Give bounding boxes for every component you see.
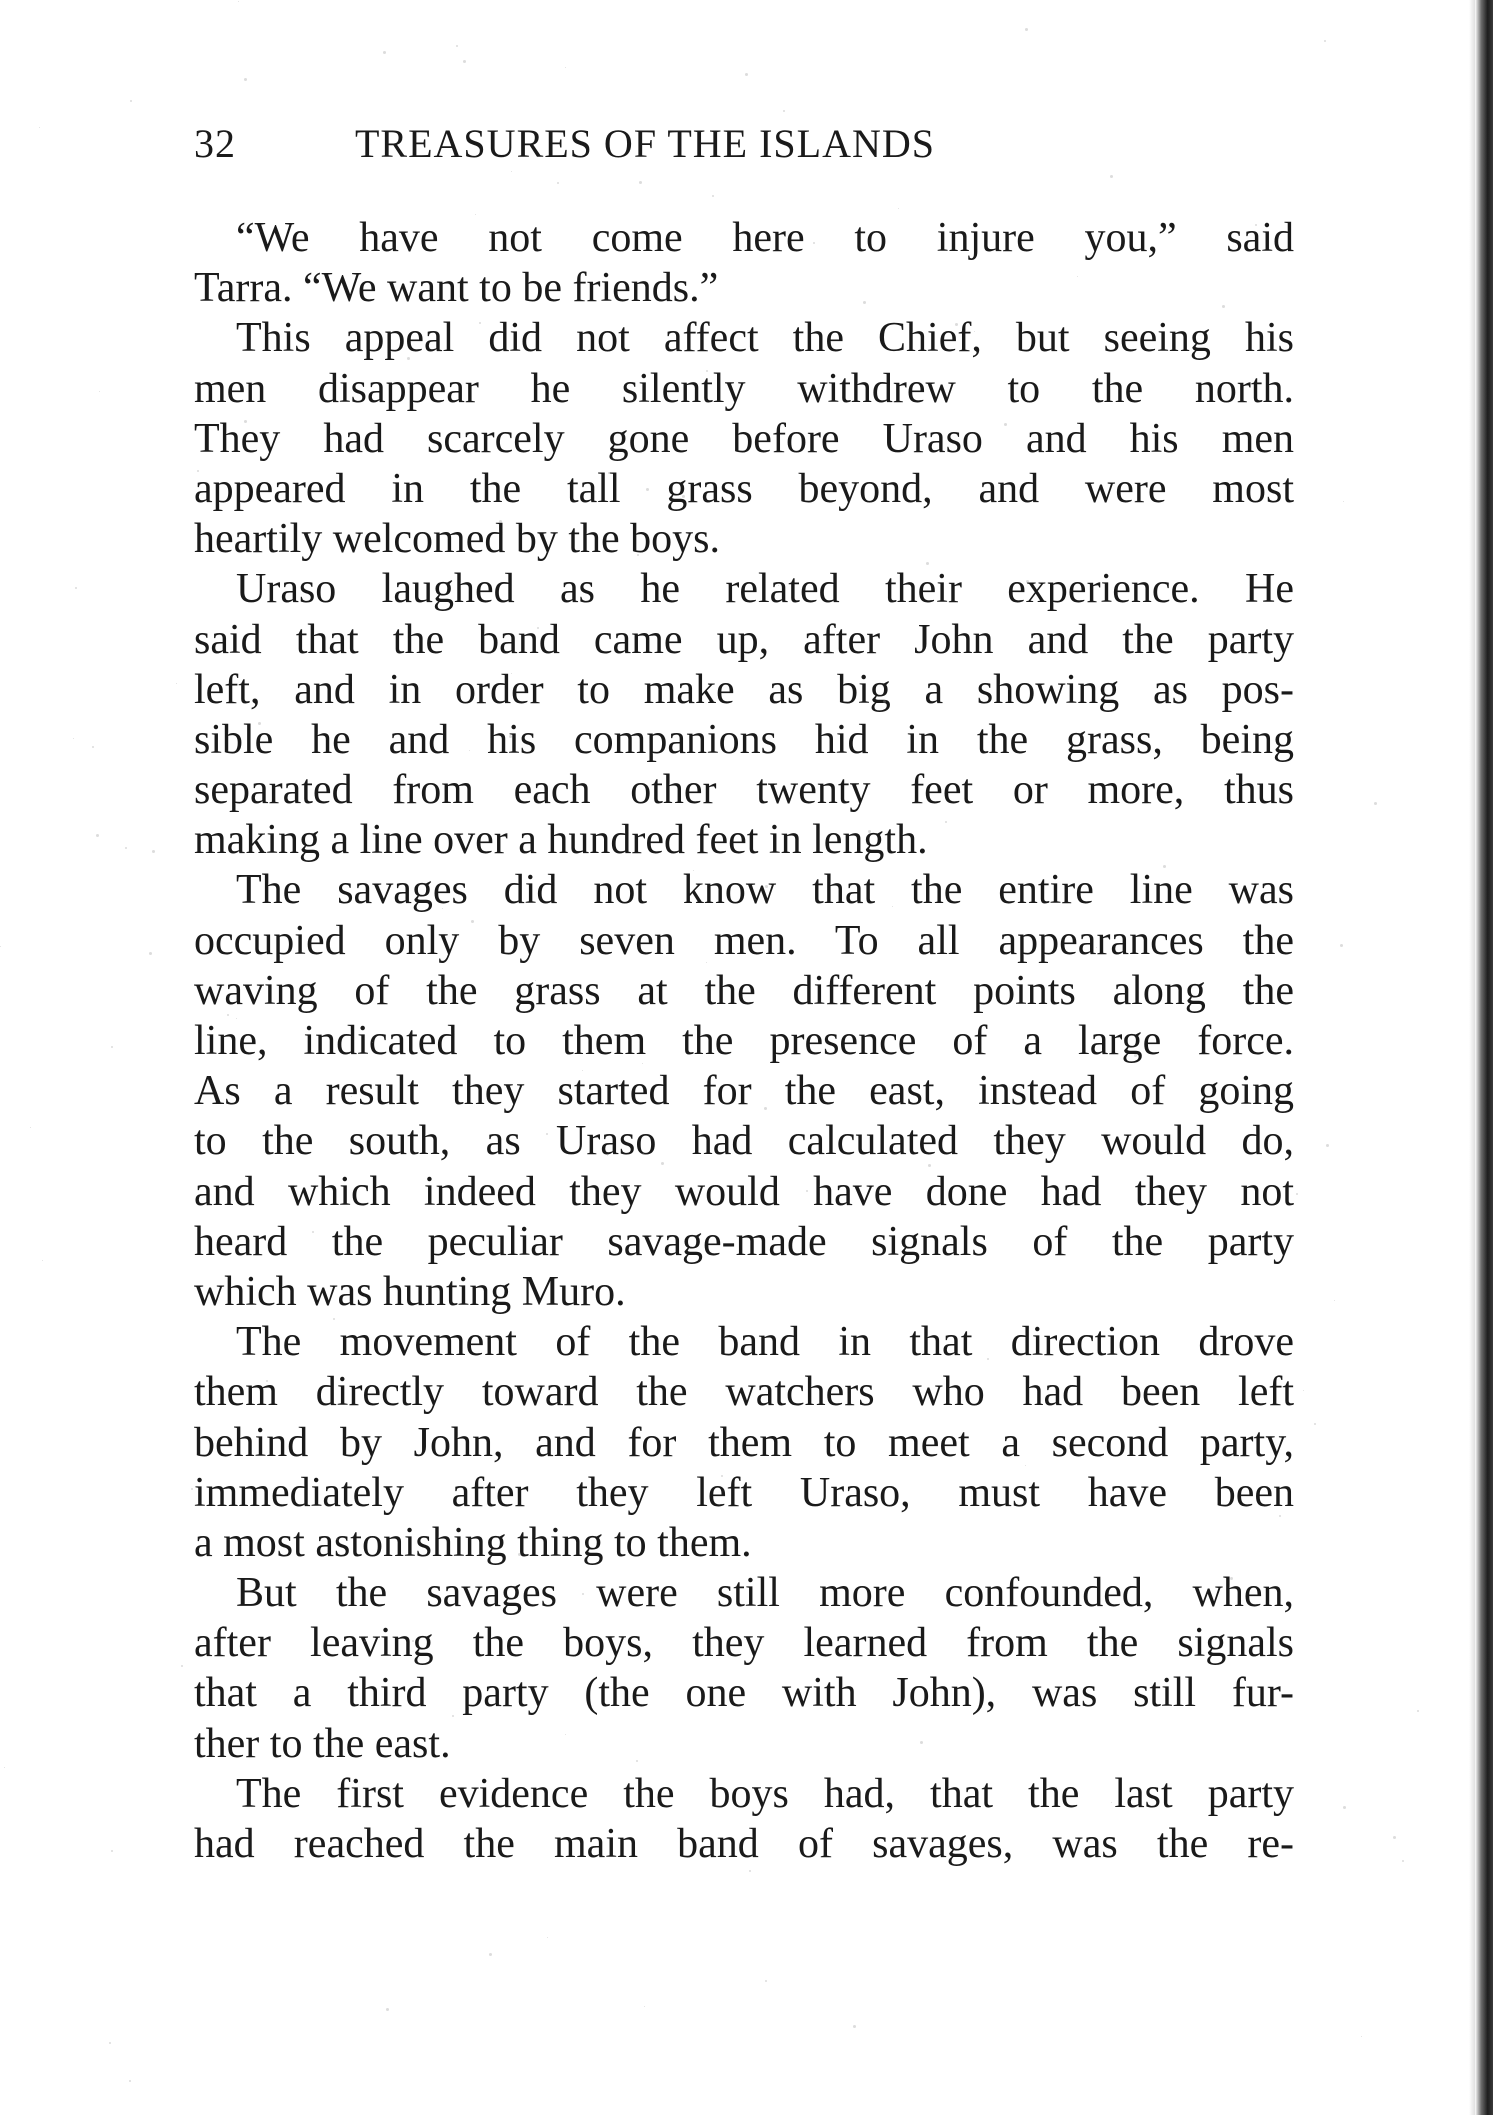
paper-speckle (412, 1640, 414, 1642)
paper-speckle (582, 1070, 583, 1071)
paper-speckle (1111, 1802, 1112, 1803)
paper-speckle (149, 952, 152, 955)
paper-speckle (1025, 28, 1028, 31)
paper-speckle (152, 850, 155, 853)
paper-speckle (582, 1593, 584, 1595)
paper-speckle (383, 51, 386, 54)
paper-speckle (928, 1164, 931, 1167)
paper-speckle (372, 1042, 373, 1043)
paper-speckle (547, 1937, 548, 1938)
text-line: occupied only by seven men. To all appearances the (194, 917, 1294, 964)
text-line: immediately after they left Uraso, must have been (194, 1469, 1294, 1516)
paper-speckle (96, 834, 99, 837)
paper-speckle (1255, 224, 1257, 226)
paper-speckle (1222, 305, 1225, 308)
text-line: and which indeed they would have done had they not (194, 1168, 1294, 1215)
paper-speckle (883, 700, 886, 703)
paper-speckle (778, 585, 779, 586)
paper-speckle (1374, 802, 1377, 805)
text-line: ther to the east. (194, 1720, 451, 1767)
paper-speckle (693, 870, 694, 871)
paper-speckle (130, 100, 132, 102)
paper-speckle (111, 1046, 113, 1048)
text-line: The movement of the band in that direction drove (236, 1319, 1294, 1366)
paper-speckle (955, 323, 958, 326)
paper-speckle (1134, 1054, 1137, 1057)
paper-speckle (1056, 1787, 1057, 1788)
paper-speckle (706, 370, 708, 372)
paper-speckle (1026, 580, 1029, 583)
paper-speckle (1340, 944, 1343, 947)
paragraph (194, 313, 1294, 564)
book-title: TREASURES OF THE ISLANDS (355, 121, 935, 166)
paragraph (194, 1317, 1294, 1568)
page-number: 32 (194, 121, 236, 166)
text-line: As a result they started for the east, instead of going (194, 1068, 1294, 1115)
paper-speckle (471, 920, 474, 923)
paper-speckle (945, 821, 947, 823)
paper-speckle (266, 1380, 268, 1382)
book-spine-edge (1475, 0, 1493, 2115)
paper-speckle (238, 1, 239, 2)
paper-speckle (336, 1538, 338, 1540)
paper-speckle (521, 1230, 522, 1231)
text-line: a most astonishing thing to them. (194, 1519, 752, 1566)
paper-speckle (125, 847, 127, 849)
paper-speckle (926, 562, 929, 565)
paper-speckle (1110, 175, 1113, 178)
text-line: heartily welcomed by the boys. (194, 516, 721, 563)
paper-speckle (868, 830, 871, 833)
paper-speckle (4, 1767, 5, 1768)
paper-speckle (863, 301, 866, 304)
paper-speckle (765, 1980, 767, 1982)
paper-speckle (511, 673, 512, 674)
paper-speckle (1334, 1300, 1335, 1301)
text-line: making a line over a hundred feet in length. (194, 817, 928, 864)
paper-speckle (0, 946, 1, 947)
paper-speckle (535, 980, 536, 981)
paper-speckle (1163, 865, 1166, 868)
paper-speckle (463, 60, 466, 63)
paper-speckle (509, 735, 512, 738)
paper-speckle (721, 1475, 723, 1477)
paper-speckle (176, 683, 177, 684)
paper-speckle (489, 1953, 492, 1956)
paper-speckle (1324, 40, 1326, 42)
paper-speckle (351, 1096, 352, 1097)
paper-speckle (1264, 1233, 1266, 1235)
text-line: separated from each other twenty feet or more, thus (194, 767, 1294, 814)
paper-speckle (258, 722, 261, 725)
paper-speckle (109, 2042, 111, 2044)
text-line: said that the band came up, after John and the party (194, 616, 1294, 663)
paper-speckle (1230, 1577, 1233, 1580)
paper-speckle (244, 78, 247, 81)
paper-speckle (682, 495, 685, 498)
paper-speckle (197, 470, 199, 472)
paper-speckle (1326, 1144, 1329, 1147)
paper-speckle (1004, 423, 1007, 426)
paper-speckle (745, 73, 748, 76)
text-line: heard the peculiar savage-made signals of the party (194, 1218, 1294, 1265)
paper-speckle (469, 750, 470, 751)
paper-speckle (1260, 482, 1262, 484)
paper-speckle (1361, 2036, 1362, 2037)
text-line: which was hunting Muro. (194, 1268, 626, 1315)
paper-speckle (706, 962, 707, 963)
paper-speckle (442, 908, 443, 909)
text-line: They had scarcely gone before Uraso and his men (194, 415, 1294, 462)
paper-speckle (1025, 1465, 1026, 1466)
paper-speckle (1343, 501, 1344, 502)
text-line: Tarra. “We want to be friends.” (194, 265, 719, 312)
paper-speckle (407, 357, 410, 360)
paragraph (194, 564, 1294, 865)
paper-speckle (646, 488, 649, 491)
running-head (194, 118, 1294, 170)
paper-speckle (557, 182, 559, 184)
text-line: Uraso laughed as he related their experience. He (236, 566, 1294, 613)
paper-speckle (456, 45, 458, 47)
paper-speckle (499, 520, 502, 523)
paper-speckle (712, 195, 714, 197)
paper-speckle (213, 691, 214, 692)
text-line: sible he and his companions hid in the grass, being (194, 716, 1294, 763)
paper-speckle (898, 208, 899, 209)
paper-speckle (1417, 1710, 1419, 1712)
paper-speckle (227, 1014, 229, 1016)
text-line: “We have not come here to injure you,” said (236, 215, 1294, 261)
paper-speckle (511, 171, 512, 172)
text-line: line, indicated to them the presence of a large force. (194, 1018, 1294, 1064)
paper-speckle (607, 1155, 608, 1156)
paper-speckle (1274, 1237, 1275, 1238)
paper-speckle (475, 214, 476, 215)
text-line: But the savages were still more confounded, when, (236, 1570, 1294, 1617)
paper-speckle (518, 1553, 521, 1556)
paper-speckle (129, 2080, 131, 2082)
paper-speckle (333, 1318, 335, 1320)
text-line: men disappear he silently withdrew to the north. (194, 365, 1294, 412)
paper-speckle (853, 2025, 856, 2028)
paper-speckle (764, 1107, 767, 1110)
text-line: This appeal did not affect the Chief, but seeing his (236, 315, 1294, 362)
paper-speckle (570, 1440, 571, 1441)
paper-speckle (305, 281, 306, 282)
paper-speckle (974, 331, 975, 332)
paper-speckle (749, 1870, 751, 1872)
paper-speckle (452, 1715, 454, 1717)
paper-speckle (783, 110, 785, 112)
text-line: to the south, as Uraso had calculated they would do, (194, 1118, 1294, 1165)
paper-speckle (42, 1260, 43, 1261)
paper-speckle (39, 127, 40, 128)
paper-speckle (111, 1850, 113, 1852)
text-line: waving of the grass at the different points along the (194, 967, 1294, 1014)
paper-speckle (1303, 1390, 1304, 1391)
paper-speckle (639, 181, 642, 184)
text-line: them directly toward the watchers who had been left (194, 1369, 1294, 1416)
paper-speckle (1343, 1806, 1346, 1809)
text-line: that a third party (the one with John), was still fur- (194, 1670, 1294, 1717)
paper-speckle (1279, 1515, 1281, 1517)
paper-speckle (1077, 276, 1078, 277)
paper-speckle (429, 1660, 430, 1661)
paper-speckle (546, 1133, 548, 1135)
text-line: The first evidence the boys had, that the last party (236, 1770, 1294, 1817)
paper-speckle (644, 2006, 645, 2007)
text-line: after leaving the boys, they learned from the signals (194, 1620, 1294, 1667)
paragraph (194, 1568, 1294, 1769)
paper-speckle (892, 906, 893, 907)
paper-speckle (1314, 1423, 1316, 1425)
paper-speckle (181, 1665, 183, 1667)
paragraph (194, 1769, 1294, 1869)
body-text (194, 213, 1294, 1869)
paper-speckle (565, 67, 566, 68)
paper-speckle (565, 1734, 566, 1735)
paragraph (194, 213, 1294, 313)
paper-speckle (806, 1190, 808, 1192)
paper-speckle (765, 885, 768, 888)
paper-speckle (537, 627, 539, 629)
text-line: behind by John, and for them to meet a second party, (194, 1419, 1294, 1466)
paper-speckle (1393, 1836, 1396, 1839)
paper-speckle (920, 1741, 923, 1744)
text-line: left, and in order to make as big a showing as pos- (194, 666, 1294, 713)
paper-speckle (99, 391, 100, 392)
paper-speckle (661, 1162, 664, 1165)
paper-speckle (1402, 1860, 1404, 1862)
paper-speckle (1296, 1193, 1298, 1195)
paper-speckle (1096, 947, 1097, 948)
paper-speckle (642, 1153, 644, 1155)
paper-speckle (987, 1358, 989, 1360)
paper-speckle (637, 554, 639, 556)
paper-speckle (892, 132, 893, 133)
paper-speckle (30, 1127, 31, 1128)
paper-speckle (642, 1063, 643, 1064)
paper-speckle (92, 746, 94, 748)
paper-speckle (636, 1760, 638, 1762)
paper-speckle (386, 2008, 389, 2011)
paragraph (194, 865, 1294, 1317)
text-line: had reached the main band of savages, was the re- (194, 1821, 1294, 1867)
paper-speckle (813, 242, 815, 244)
paper-speckle (75, 587, 77, 589)
paper-speckle (1139, 900, 1140, 901)
paper-speckle (364, 1640, 366, 1642)
paper-speckle (479, 322, 481, 324)
paper-speckle (608, 472, 610, 474)
paper-speckle (1072, 641, 1073, 642)
text-line: The savages did not know that the entire line was (236, 867, 1294, 914)
paper-speckle (236, 1018, 237, 1019)
paper-speckle (312, 1231, 314, 1233)
paper-speckle (191, 1488, 193, 1490)
paper-speckle (73, 738, 74, 739)
paper-speckle (244, 420, 247, 423)
text-line: appeared in the tall grass beyond, and were most (194, 465, 1294, 512)
